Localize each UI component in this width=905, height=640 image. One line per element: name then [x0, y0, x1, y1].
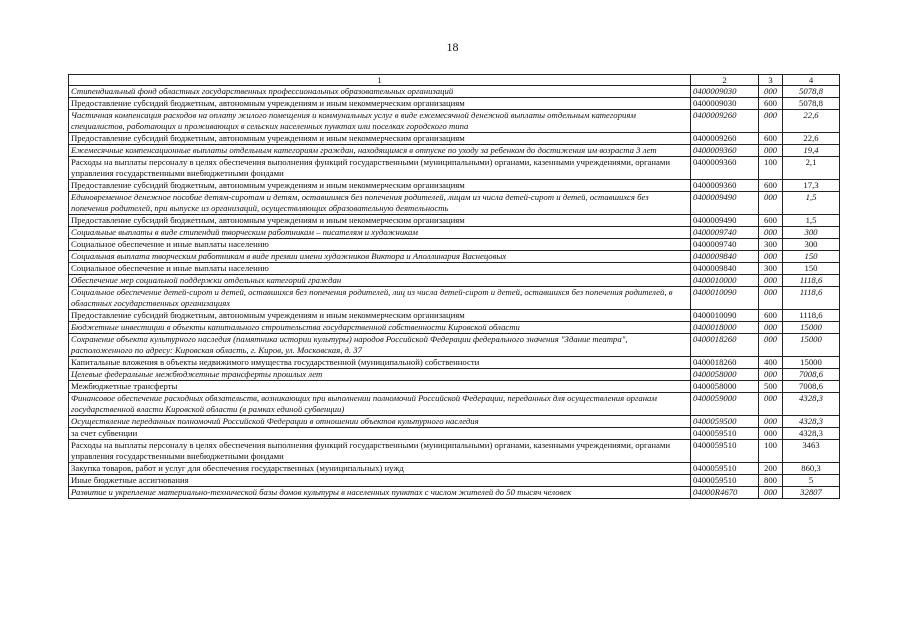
- header-col-name: 1: [69, 75, 691, 86]
- table-row: [69, 322, 840, 334]
- table-row: [69, 275, 840, 287]
- row-code-cell: 0400010000: [691, 275, 759, 287]
- row-sum-cell: 300: [783, 239, 840, 251]
- row-sum-cell: 300: [783, 227, 840, 239]
- row-type-cell: 600: [759, 98, 783, 110]
- row-type-cell: 600: [759, 215, 783, 227]
- row-name-cell: Закупка товаров, работ и услуг для обеспечения государственных (муниципальных) нужд: [69, 463, 691, 475]
- row-code-cell: 0400009260: [691, 133, 759, 145]
- row-name-cell: Предоставление субсидий бюджетным, автономным учреждениям и иным некоммерческим организациям: [69, 180, 691, 192]
- row-type-cell: 000: [759, 334, 783, 357]
- row-code-cell: 0400009840: [691, 251, 759, 263]
- row-code-cell: 0400009030: [691, 98, 759, 110]
- row-name-cell: Социальное обеспечение и иные выплаты населению: [69, 263, 691, 275]
- row-name-cell: Частичная компенсация расходов на оплату жилого помещения и коммунальных услуг в виде ежемесячной денежной выплаты отдельным категориям специалистов, работающих и проживающих в сельских населенных пунктах или поселках городского типа: [69, 110, 691, 133]
- table-row: [69, 98, 840, 110]
- row-type-cell: 300: [759, 263, 783, 275]
- table-row: [69, 310, 840, 322]
- row-code-cell: 0400059000: [691, 393, 759, 416]
- row-sum-cell: 15000: [783, 322, 840, 334]
- table-row: [69, 393, 840, 416]
- table-row: [69, 381, 840, 393]
- row-sum-cell: 1118,6: [783, 275, 840, 287]
- row-code-cell: 0400058000: [691, 381, 759, 393]
- row-name-cell: Финансовое обеспечение расходных обязательств, возникающих при выполнении полномочий Российской Федерации, переданных для осуществления органам государственной власти Кировской области (в рамках единой субвенции): [69, 393, 691, 416]
- table-row: [69, 263, 840, 275]
- table-row: [69, 487, 840, 499]
- table-row: [69, 357, 840, 369]
- row-code-cell: 0400009490: [691, 215, 759, 227]
- row-type-cell: 000: [759, 110, 783, 133]
- row-code-cell: 0400009740: [691, 239, 759, 251]
- row-sum-cell: 1,5: [783, 192, 840, 215]
- row-code-cell: 0400009360: [691, 157, 759, 180]
- row-name-cell: Иные бюджетные ассигнования: [69, 475, 691, 487]
- table-row: [69, 192, 840, 215]
- row-sum-cell: 4328,3: [783, 393, 840, 416]
- row-name-cell: Предоставление субсидий бюджетным, автономным учреждениям и иным некоммерческим организациям: [69, 215, 691, 227]
- table-row: [69, 428, 840, 440]
- row-type-cell: 300: [759, 239, 783, 251]
- row-code-cell: 0400009740: [691, 227, 759, 239]
- row-type-cell: 400: [759, 357, 783, 369]
- row-sum-cell: 22,6: [783, 133, 840, 145]
- row-sum-cell: 7008,6: [783, 369, 840, 381]
- row-code-cell: 0400009490: [691, 192, 759, 215]
- row-type-cell: 600: [759, 310, 783, 322]
- row-code-cell: 0400009360: [691, 180, 759, 192]
- row-type-cell: 600: [759, 180, 783, 192]
- row-code-cell: 0400009030: [691, 86, 759, 98]
- row-sum-cell: 3463: [783, 440, 840, 463]
- row-code-cell: 0400059510: [691, 475, 759, 487]
- row-name-cell: Капитальные вложения в объекты недвижимого имущества государственной (муниципальной) собственности: [69, 357, 691, 369]
- row-sum-cell: 1118,6: [783, 310, 840, 322]
- table-row: [69, 157, 840, 180]
- row-type-cell: 000: [759, 275, 783, 287]
- table-row: [69, 239, 840, 251]
- row-sum-cell: 15000: [783, 357, 840, 369]
- row-type-cell: 000: [759, 393, 783, 416]
- row-type-cell: 100: [759, 157, 783, 180]
- row-sum-cell: 150: [783, 251, 840, 263]
- row-type-cell: 000: [759, 145, 783, 157]
- table-row: [69, 475, 840, 487]
- row-code-cell: 04000R4670: [691, 487, 759, 499]
- budget-table: [68, 74, 840, 499]
- row-name-cell: Социальное обеспечение детей-сирот и детей, оставшихся без попечения родителей, лиц из числа детей-сирот и детей, оставшихся без попечения родителей, в областных государственных организациях: [69, 287, 691, 310]
- row-name-cell: Расходы на выплаты персоналу в целях обеспечения выполнения функций государственными (муниципальными) органами, казенными учреждениями, органами управления государственными внебюджетными фондами: [69, 157, 691, 180]
- table-row: [69, 334, 840, 357]
- row-sum-cell: 22,6: [783, 110, 840, 133]
- row-name-cell: Социальная выплата творческим работникам в виде премии имени художников Виктора и Аполлинария Васнецовых: [69, 251, 691, 263]
- row-name-cell: Бюджетные инвестиции в объекты капитального строительства государственной собственности Кировской области: [69, 322, 691, 334]
- row-code-cell: 0400059500: [691, 416, 759, 428]
- row-name-cell: Предоставление субсидий бюджетным, автономным учреждениям и иным некоммерческим организациям: [69, 310, 691, 322]
- table-row: [69, 227, 840, 239]
- row-sum-cell: 32807: [783, 487, 840, 499]
- row-type-cell: 800: [759, 475, 783, 487]
- row-type-cell: 000: [759, 86, 783, 98]
- row-name-cell: Стипендиальный фонд областных государственных профессиональных образовательных организаций: [69, 86, 691, 98]
- row-type-cell: 000: [759, 287, 783, 310]
- row-code-cell: 0400058000: [691, 369, 759, 381]
- row-name-cell: Предоставление субсидий бюджетным, автономным учреждениям и иным некоммерческим организациям: [69, 133, 691, 145]
- row-type-cell: 000: [759, 192, 783, 215]
- row-name-cell: Социальные выплаты в виде стипендий творческим работникам – писателям и художникам: [69, 227, 691, 239]
- row-type-cell: 600: [759, 133, 783, 145]
- table-row: [69, 133, 840, 145]
- row-type-cell: 000: [759, 487, 783, 499]
- row-sum-cell: 17,3: [783, 180, 840, 192]
- row-sum-cell: 1,5: [783, 215, 840, 227]
- table-row: [69, 180, 840, 192]
- row-sum-cell: 5078,8: [783, 98, 840, 110]
- row-type-cell: 000: [759, 251, 783, 263]
- row-name-cell: Социальное обеспечение и иные выплаты населению: [69, 239, 691, 251]
- header-col-code: 2: [691, 75, 759, 86]
- table-row: [69, 215, 840, 227]
- row-type-cell: 100: [759, 440, 783, 463]
- row-sum-cell: 150: [783, 263, 840, 275]
- table-body: [69, 86, 840, 499]
- row-name-cell: Развитие и укрепление материально-технической базы домов культуры в населенных пунктах с числом жителей до 50 тысяч человек: [69, 487, 691, 499]
- row-type-cell: 000: [759, 428, 783, 440]
- table-row: [69, 416, 840, 428]
- table-row: [69, 86, 840, 98]
- row-sum-cell: 4328,3: [783, 416, 840, 428]
- row-code-cell: 0400010090: [691, 310, 759, 322]
- row-sum-cell: 5: [783, 475, 840, 487]
- row-code-cell: 0400009360: [691, 145, 759, 157]
- row-sum-cell: 7008,6: [783, 381, 840, 393]
- row-name-cell: Единовременное денежное пособие детям-сиротам и детям, оставшимся без попечения родителей, лицам из числа детей-сирот и детей, оставшихся без попечения родителей, при выпуске из организаций, осуществляющих образовательную деятельность: [69, 192, 691, 215]
- row-sum-cell: 1118,6: [783, 287, 840, 310]
- table-header-row: [69, 75, 840, 86]
- table-row: [69, 463, 840, 475]
- row-type-cell: 500: [759, 381, 783, 393]
- row-code-cell: 0400009260: [691, 110, 759, 133]
- header-col-sum: 4: [783, 75, 840, 86]
- row-type-cell: 000: [759, 369, 783, 381]
- row-sum-cell: 860,3: [783, 463, 840, 475]
- row-sum-cell: 4328,3: [783, 428, 840, 440]
- row-type-cell: 000: [759, 416, 783, 428]
- row-code-cell: 0400018000: [691, 322, 759, 334]
- table-row: [69, 145, 840, 157]
- row-code-cell: 0400018260: [691, 334, 759, 357]
- row-sum-cell: 5078,8: [783, 86, 840, 98]
- row-name-cell: Обеспечение мер социальной поддержки отдельных категорий граждан: [69, 275, 691, 287]
- row-code-cell: 0400059510: [691, 463, 759, 475]
- row-name-cell: за счет субвенции: [69, 428, 691, 440]
- row-code-cell: 0400059510: [691, 428, 759, 440]
- table-row: [69, 287, 840, 310]
- row-type-cell: 000: [759, 227, 783, 239]
- header-col-type: 3: [759, 75, 783, 86]
- row-code-cell: 0400018260: [691, 357, 759, 369]
- row-type-cell: 000: [759, 322, 783, 334]
- table-row: [69, 440, 840, 463]
- row-name-cell: Сохранение объекта культурного наследия (памятника истории культуры) народов Российской Федерации федерального значения "Здание театра", расположенного по адресу: Кировская область, г. Киров, ул. Московская, д. 37: [69, 334, 691, 357]
- row-name-cell: Межбюджетные трансферты: [69, 381, 691, 393]
- row-name-cell: Целевые федеральные межбюджетные трансферты прошлых лет: [69, 369, 691, 381]
- table-row: [69, 251, 840, 263]
- row-name-cell: Ежемесячные компенсационные выплаты отдельным категориям граждан, находящимся в отпуске по уходу за ребенком до достижения им возраста 3 лет: [69, 145, 691, 157]
- row-name-cell: Расходы на выплаты персоналу в целях обеспечения выполнения функций государственными (муниципальными) органами, казенными учреждениями, органами управления государственными внебюджетными фондами: [69, 440, 691, 463]
- row-code-cell: 0400010090: [691, 287, 759, 310]
- row-sum-cell: 2,1: [783, 157, 840, 180]
- row-sum-cell: 19,4: [783, 145, 840, 157]
- page-number: 18: [446, 40, 459, 54]
- row-name-cell: Предоставление субсидий бюджетным, автономным учреждениям и иным некоммерческим организациям: [69, 98, 691, 110]
- row-code-cell: 0400059510: [691, 440, 759, 463]
- row-name-cell: Осуществление переданных полномочий Российской Федерации в отношении объектов культурного наследия: [69, 416, 691, 428]
- table-row: [69, 369, 840, 381]
- table-row: [69, 110, 840, 133]
- row-sum-cell: 15000: [783, 334, 840, 357]
- row-type-cell: 200: [759, 463, 783, 475]
- row-code-cell: 0400009840: [691, 263, 759, 275]
